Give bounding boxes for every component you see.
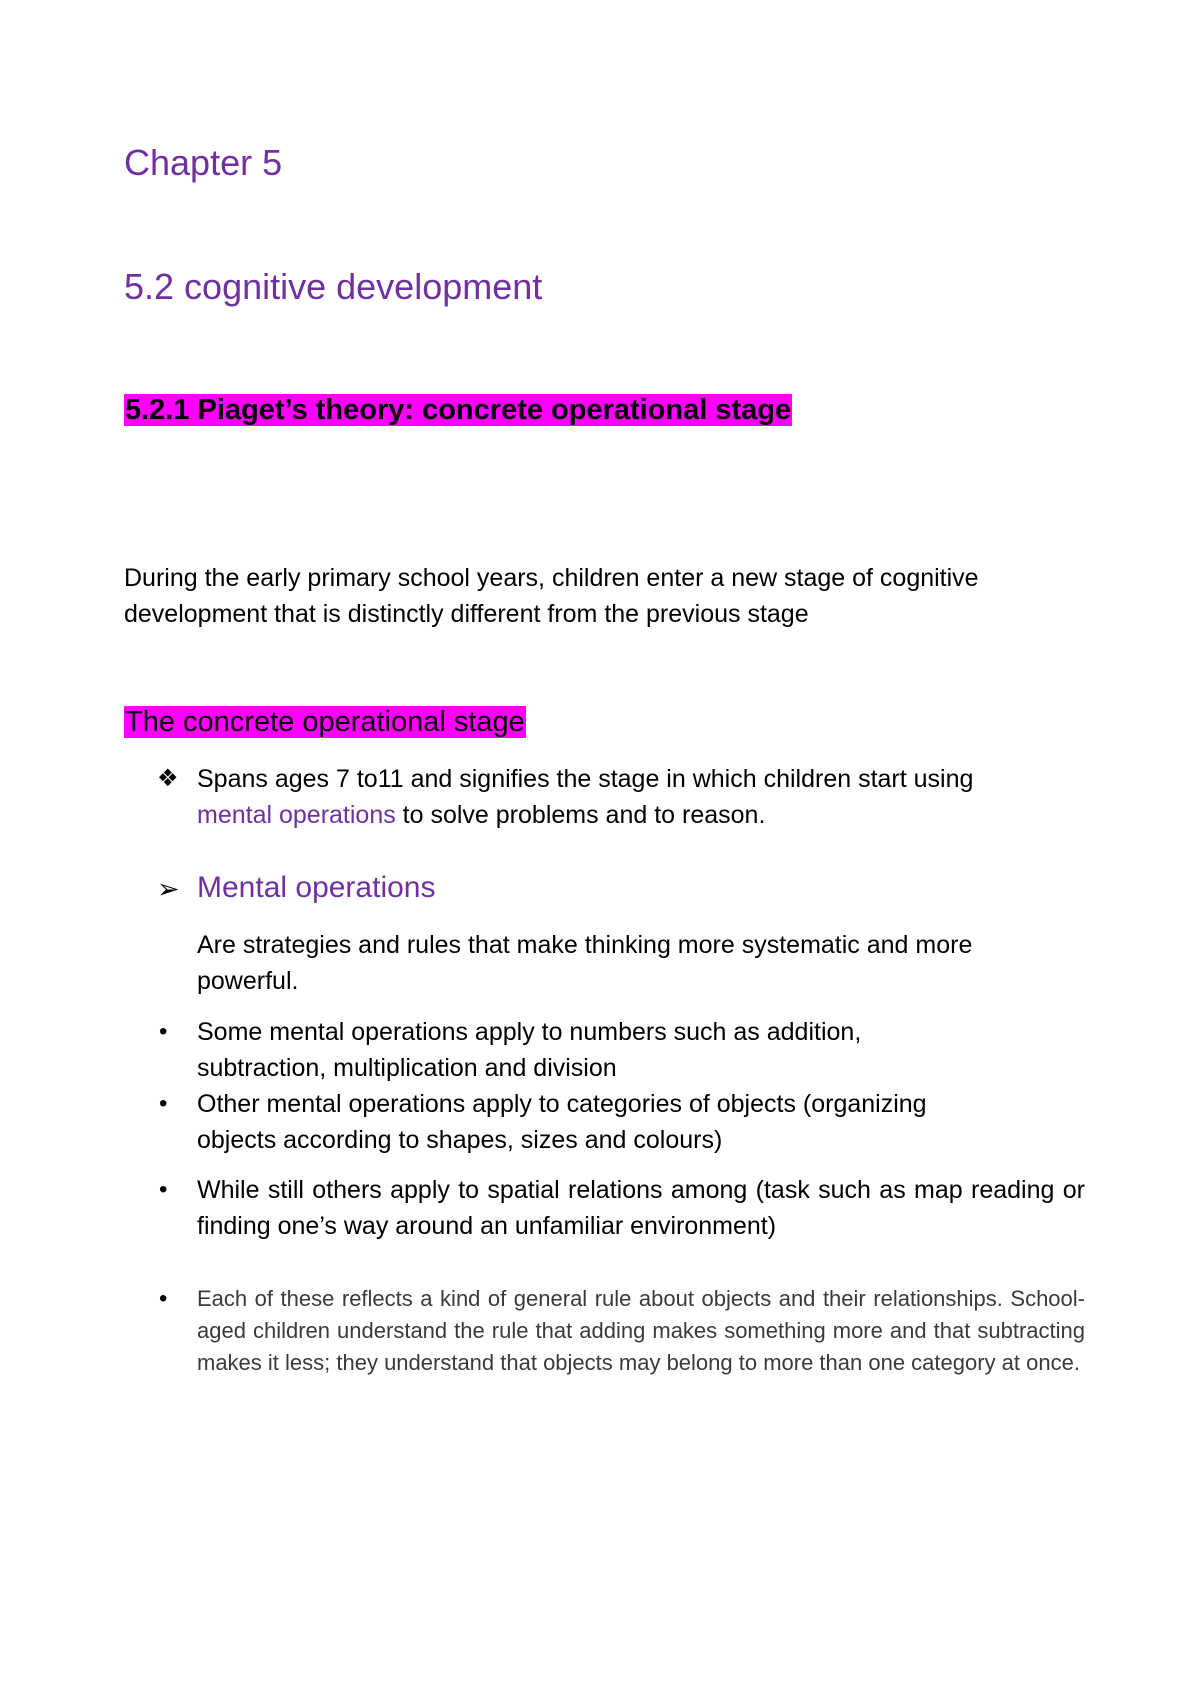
spans-line-1: Spans ages 7 to11 and signifies the stage in which children start using: [197, 765, 974, 793]
mental-operations-heading: Mental operations: [197, 871, 436, 904]
intro-line-1: During the early primary school years, children enter a new stage of cognitive: [124, 564, 979, 592]
subsection-title-highlight: 5.2.1 Piaget’s theory: concrete operational stage: [125, 394, 792, 426]
mental-operations-def-line-1: Are strategies and rules that make thinking more systematic and more: [197, 931, 973, 959]
stage-heading: [124, 702, 526, 742]
bullet-2-line-1: Other mental operations apply to categories of objects (organizing: [197, 1090, 927, 1118]
bullet-2-line-2: objects according to shapes, sizes and colours): [197, 1126, 723, 1154]
spans-line-2-rest: to solve problems and to reason.: [395, 801, 766, 829]
stage-heading-highlight: The concrete operational stage: [125, 706, 525, 738]
diamond-bullet-icon: ❖: [157, 765, 179, 792]
intro-line-2: development that is distinctly different from the previous stage: [124, 600, 809, 628]
dot-bullet-icon: •: [159, 1285, 168, 1312]
dot-bullet-icon: •: [159, 1090, 168, 1117]
chapter-title: Chapter 5: [124, 142, 283, 183]
bullet-1-line-2: subtraction, multiplication and division: [197, 1054, 617, 1082]
spans-line-2: [197, 797, 765, 833]
subsection-title: [124, 390, 792, 430]
dot-bullet-icon: •: [159, 1176, 168, 1203]
mental-operations-def-line-2: powerful.: [197, 967, 299, 995]
bullet-4-text: Each of these reflects a kind of general rule about objects and their relationships. School-aged children understand the rule that adding makes something more and that subtracting makes it less; they understand that objects may belong to more than one category at once.: [197, 1286, 1085, 1375]
bullet-1-line-1: Some mental operations apply to numbers such as addition,: [197, 1018, 862, 1046]
bullet-3-text: While still others apply to spatial relations among (task such as map reading or finding one’s way around an unfamiliar environment): [197, 1176, 1085, 1240]
mental-operations-term: mental operations: [197, 801, 396, 829]
section-title: 5.2 cognitive development: [124, 266, 543, 307]
dot-bullet-icon: •: [159, 1018, 168, 1045]
arrow-bullet-icon: ➢: [157, 874, 180, 904]
